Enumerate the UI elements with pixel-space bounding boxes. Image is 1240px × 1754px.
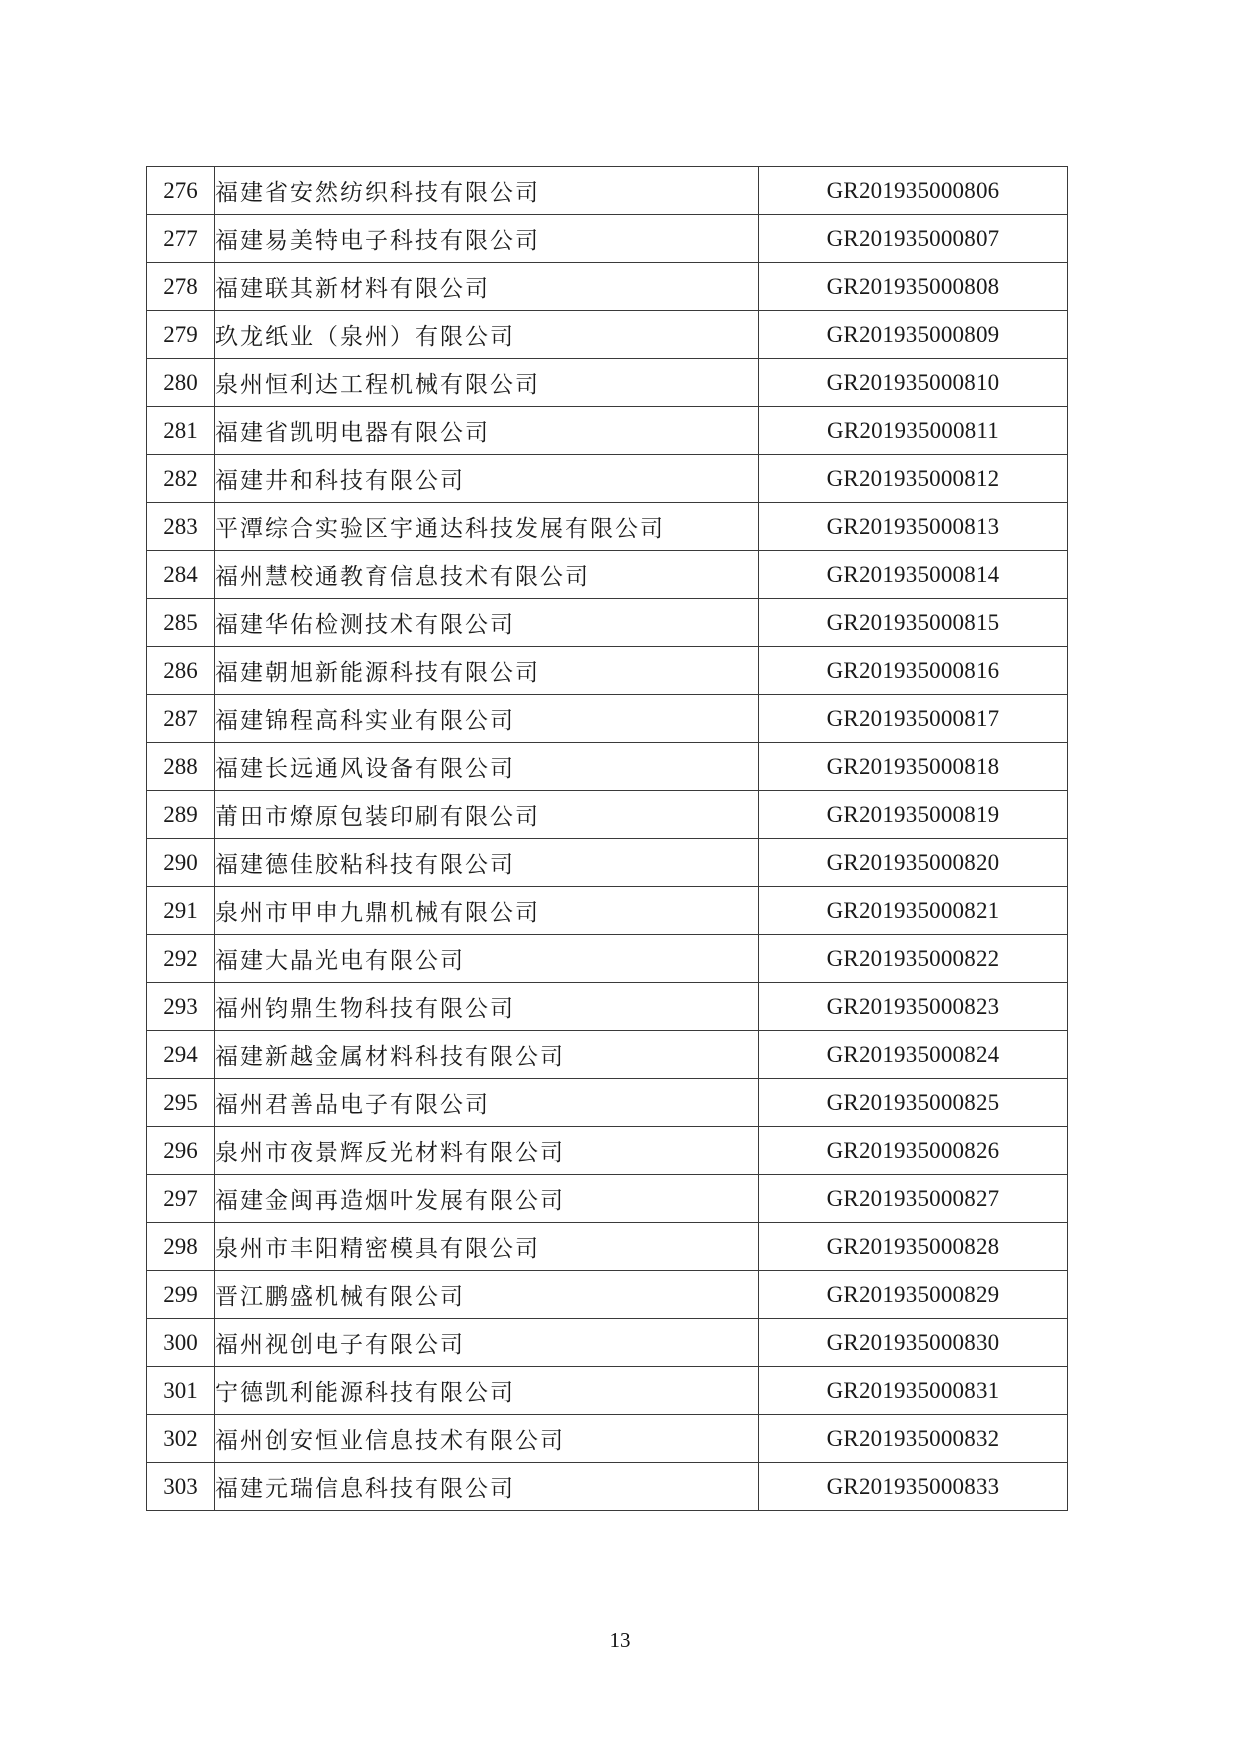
- certificate-number: GR201935000820: [759, 839, 1068, 887]
- certificate-number: GR201935000809: [759, 311, 1068, 359]
- table-row: [147, 359, 1068, 407]
- company-name: 福建德佳胶粘科技有限公司: [215, 839, 759, 887]
- row-number: 281: [147, 407, 215, 455]
- table-row: [147, 839, 1068, 887]
- certificate-number: GR201935000806: [759, 167, 1068, 215]
- certificate-number: GR201935000810: [759, 359, 1068, 407]
- company-name: 玖龙纸业（泉州）有限公司: [215, 311, 759, 359]
- company-name: 福建井和科技有限公司: [215, 455, 759, 503]
- table-row: [147, 551, 1068, 599]
- company-name: 福建新越金属材料科技有限公司: [215, 1031, 759, 1079]
- table-row: [147, 1079, 1068, 1127]
- company-name: 福建联其新材料有限公司: [215, 263, 759, 311]
- certificate-number: GR201935000822: [759, 935, 1068, 983]
- certificate-number: GR201935000829: [759, 1271, 1068, 1319]
- row-number: 280: [147, 359, 215, 407]
- row-number: 282: [147, 455, 215, 503]
- certificate-number: GR201935000832: [759, 1415, 1068, 1463]
- certificate-number: GR201935000815: [759, 599, 1068, 647]
- certificate-number: GR201935000816: [759, 647, 1068, 695]
- company-name: 泉州恒利达工程机械有限公司: [215, 359, 759, 407]
- certificate-number: GR201935000825: [759, 1079, 1068, 1127]
- row-number: 291: [147, 887, 215, 935]
- table-row: [147, 407, 1068, 455]
- company-name: 福建锦程高科实业有限公司: [215, 695, 759, 743]
- company-name: 福州慧校通教育信息技术有限公司: [215, 551, 759, 599]
- company-name: 莆田市燎原包装印刷有限公司: [215, 791, 759, 839]
- row-number: 299: [147, 1271, 215, 1319]
- certificate-number: GR201935000824: [759, 1031, 1068, 1079]
- certificate-number: GR201935000812: [759, 455, 1068, 503]
- row-number: 279: [147, 311, 215, 359]
- row-number: 294: [147, 1031, 215, 1079]
- row-number: 301: [147, 1367, 215, 1415]
- table-row: [147, 935, 1068, 983]
- row-number: 302: [147, 1415, 215, 1463]
- table-row: [147, 503, 1068, 551]
- certificate-number: GR201935000808: [759, 263, 1068, 311]
- certificate-number: GR201935000817: [759, 695, 1068, 743]
- company-name: 福建朝旭新能源科技有限公司: [215, 647, 759, 695]
- certificate-number: GR201935000814: [759, 551, 1068, 599]
- row-number: 285: [147, 599, 215, 647]
- row-number: 284: [147, 551, 215, 599]
- table-row: [147, 1367, 1068, 1415]
- certificate-number: GR201935000831: [759, 1367, 1068, 1415]
- row-number: 278: [147, 263, 215, 311]
- table-body: [147, 167, 1068, 1511]
- certificate-number: GR201935000813: [759, 503, 1068, 551]
- company-name: 福建元瑞信息科技有限公司: [215, 1463, 759, 1511]
- table-row: [147, 647, 1068, 695]
- company-name: 泉州市甲申九鼎机械有限公司: [215, 887, 759, 935]
- table-row: [147, 695, 1068, 743]
- company-name: 福建金闽再造烟叶发展有限公司: [215, 1175, 759, 1223]
- row-number: 290: [147, 839, 215, 887]
- table-row: [147, 1175, 1068, 1223]
- company-name: 福州视创电子有限公司: [215, 1319, 759, 1367]
- certificate-number: GR201935000818: [759, 743, 1068, 791]
- row-number: 277: [147, 215, 215, 263]
- table-row: [147, 983, 1068, 1031]
- company-name: 福州创安恒业信息技术有限公司: [215, 1415, 759, 1463]
- certificate-number: GR201935000828: [759, 1223, 1068, 1271]
- table-row: [147, 1319, 1068, 1367]
- company-name: 泉州市丰阳精密模具有限公司: [215, 1223, 759, 1271]
- row-number: 303: [147, 1463, 215, 1511]
- row-number: 297: [147, 1175, 215, 1223]
- page-number: 13: [609, 1628, 631, 1652]
- company-name: 福建长远通风设备有限公司: [215, 743, 759, 791]
- company-certificate-table: [146, 166, 1068, 1511]
- certificate-number: GR201935000819: [759, 791, 1068, 839]
- table-row: [147, 1271, 1068, 1319]
- company-name: 平潭综合实验区宇通达科技发展有限公司: [215, 503, 759, 551]
- table-row: [147, 599, 1068, 647]
- certificate-number: GR201935000830: [759, 1319, 1068, 1367]
- company-name: 泉州市夜景辉反光材料有限公司: [215, 1127, 759, 1175]
- company-name: 福建大晶光电有限公司: [215, 935, 759, 983]
- company-name: 福州钧鼎生物科技有限公司: [215, 983, 759, 1031]
- table-row: [147, 263, 1068, 311]
- certificate-number: GR201935000833: [759, 1463, 1068, 1511]
- certificate-number: GR201935000827: [759, 1175, 1068, 1223]
- row-number: 283: [147, 503, 215, 551]
- company-name: 福建易美特电子科技有限公司: [215, 215, 759, 263]
- table-row: [147, 455, 1068, 503]
- certificate-number: GR201935000823: [759, 983, 1068, 1031]
- certificate-number: GR201935000826: [759, 1127, 1068, 1175]
- table-row: [147, 887, 1068, 935]
- company-name: 宁德凯利能源科技有限公司: [215, 1367, 759, 1415]
- table-row: [147, 791, 1068, 839]
- table-row: [147, 1031, 1068, 1079]
- row-number: 292: [147, 935, 215, 983]
- company-name: 晋江鹏盛机械有限公司: [215, 1271, 759, 1319]
- certificate-number: GR201935000821: [759, 887, 1068, 935]
- row-number: 289: [147, 791, 215, 839]
- row-number: 287: [147, 695, 215, 743]
- certificate-number: GR201935000807: [759, 215, 1068, 263]
- row-number: 295: [147, 1079, 215, 1127]
- table-row: [147, 1127, 1068, 1175]
- company-name: 福建省凯明电器有限公司: [215, 407, 759, 455]
- table-row: [147, 215, 1068, 263]
- table-row: [147, 1223, 1068, 1271]
- company-name: 福建华佑检测技术有限公司: [215, 599, 759, 647]
- row-number: 276: [147, 167, 215, 215]
- row-number: 296: [147, 1127, 215, 1175]
- row-number: 300: [147, 1319, 215, 1367]
- row-number: 293: [147, 983, 215, 1031]
- table-row: [147, 1415, 1068, 1463]
- table-row: [147, 167, 1068, 215]
- company-name: 福州君善品电子有限公司: [215, 1079, 759, 1127]
- row-number: 298: [147, 1223, 215, 1271]
- table-row: [147, 743, 1068, 791]
- table-row: [147, 311, 1068, 359]
- row-number: 288: [147, 743, 215, 791]
- certificate-number: GR201935000811: [759, 407, 1068, 455]
- company-name: 福建省安然纺织科技有限公司: [215, 167, 759, 215]
- row-number: 286: [147, 647, 215, 695]
- table-row: [147, 1463, 1068, 1511]
